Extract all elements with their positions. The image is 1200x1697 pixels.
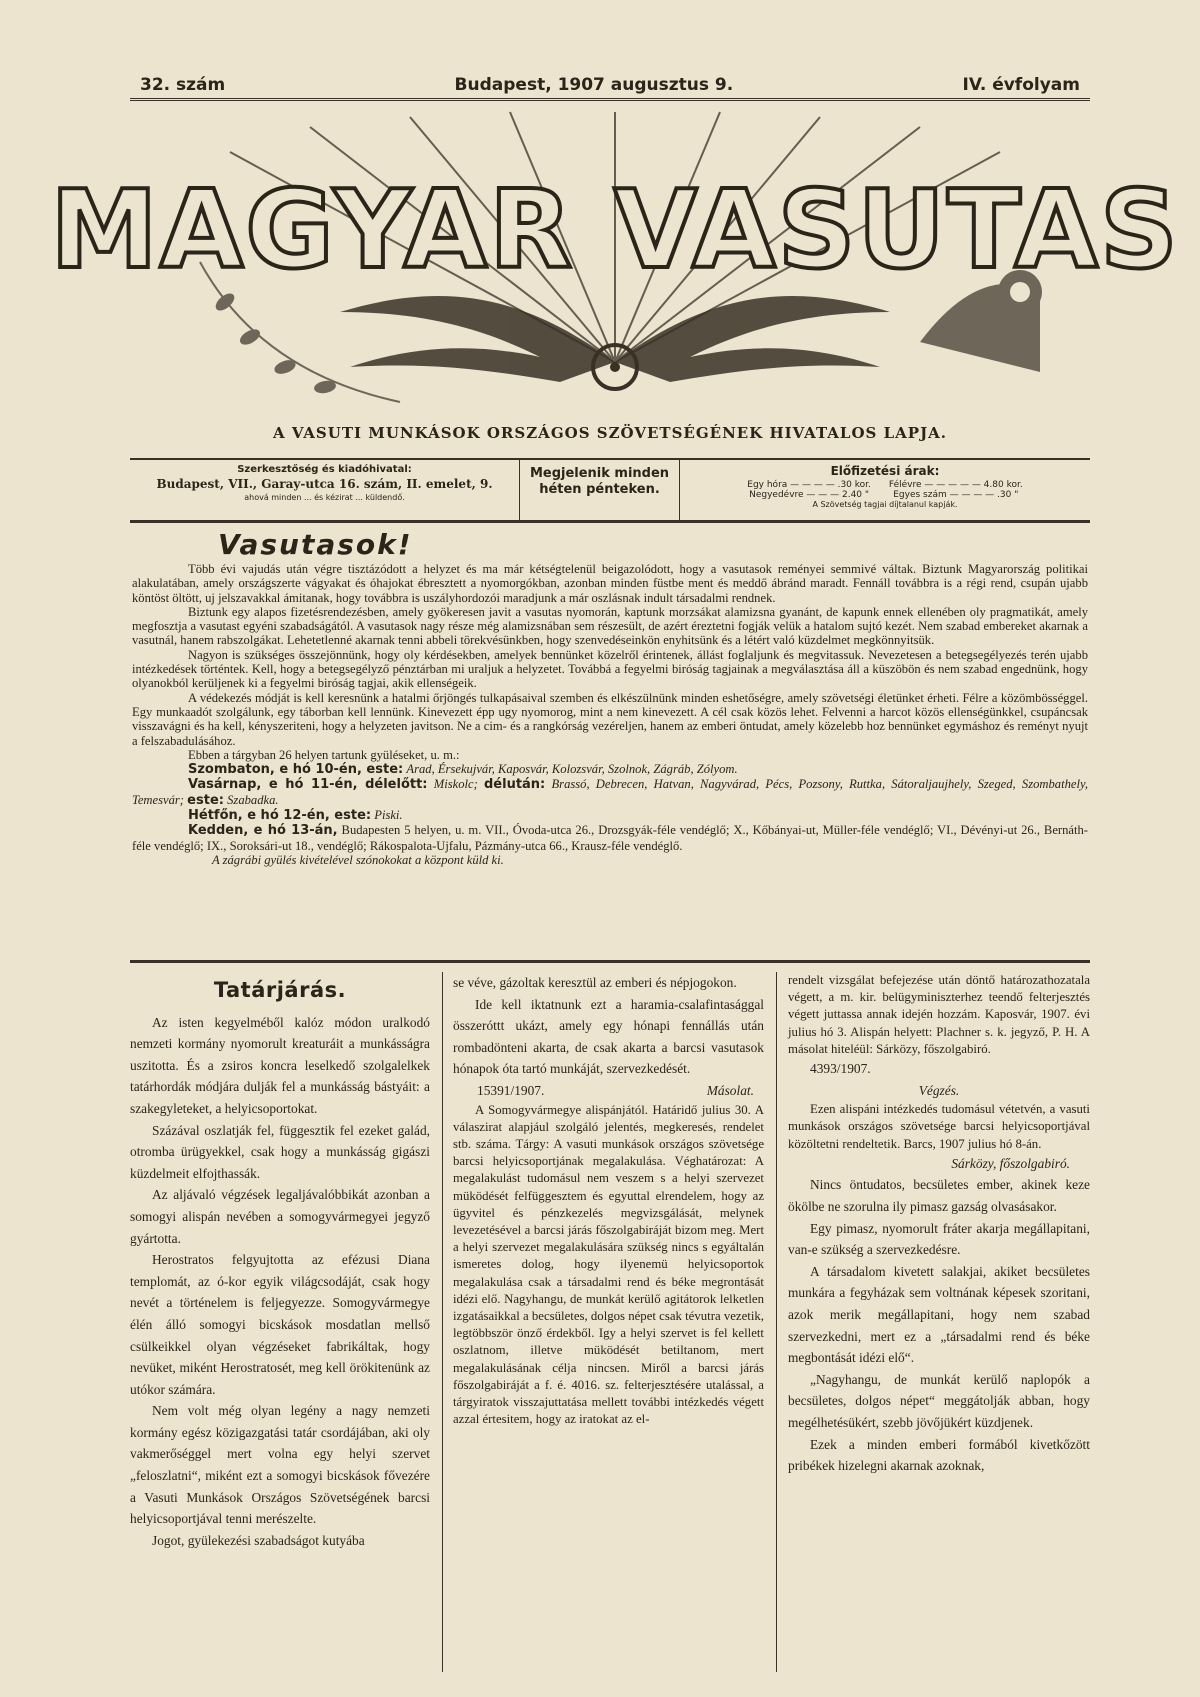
article-paragraph: Nincs öntudatos, becsületes ember, akinek keze ökölbe ne szorulna ily pimasz gazság olvasásakor. bbox=[788, 1177, 1090, 1214]
article-title: Tatárjárás. bbox=[213, 978, 347, 1002]
meeting-tuesday bbox=[132, 823, 1088, 853]
article-paragraph: se véve, gázoltak keresztül az emberi és népjogokon. bbox=[453, 975, 737, 990]
meeting-head: Hétfőn, e hó 12-én, este: bbox=[188, 808, 372, 824]
lead-paragraph: Nagyon is szükséges összejönnünk, hogy oly kérdésekben, amelyek bennünket közelről érintenek, állást foglaljunk és megvitassuk. Nevezetesen a betegsegélyezés terén ujabb intézkedések történtek. Kell, hogy a betegsegélyző pénztárban mi uraljuk a helyzetet. Továbbá a fegyelmi biróság tagjainak a megválasztása áll a küszöbön és nem szabad engednünk, hogy olyanokból kerüljenek ki a fegyelmi biróság tagjai, akik ellenségeik. bbox=[132, 647, 1088, 691]
article-paragraph: Az aljávaló végzések legaljávalóbbikát azonban a somogyi alispán nevében a somogyvármegyei jegyző gyártotta. bbox=[130, 1187, 430, 1246]
publication-info bbox=[130, 458, 1090, 523]
article-paragraph: Nem volt még olyan legény a nagy nemzeti kormány egész közigazgatási tatár csordájában, aki oly vakmerőséggel mert volna egy helyi szervet „feloszlatni“, miként ezt a somogyi bicskások fővezére a Vasuti Munkások Országos Szövetségének barcsi helyicsoportjával tenni merészelte. bbox=[130, 1403, 430, 1527]
article-paragraph: Az isten kegyelméből kalóz módon uralkodó nemzeti kormány nyomorult kreaturáit a munkásságra uszitotta. És a zsiros koncra leselkedő szolgalelkek tatárhordák módjára dulják fel a munkásság bástyáit: a szakegyleteket, a helyicsoportokat. bbox=[130, 1014, 430, 1116]
article-column-1 bbox=[130, 972, 430, 1551]
masthead-subtitle: A VASUTI MUNKÁSOK ORSZÁGOS SZÖVETSÉGÉNEK HIVATALOS LAPJA. bbox=[272, 424, 948, 442]
article-paragraph: Herostratos felgyujtotta az efézusi Diana templomát, az ó-kor egyik világcsodáját, csak hogy nevét a történelem is feljegyezze. Somogyvármegye élén álló somogyi bicskások mosdatlan mellső csülkeikkel olyan végzéseket fabrikáltak, hogy nevüket, miként Herostratosét, meg kell örökitenünk az utókor számára. bbox=[130, 1252, 430, 1397]
article-column-3 bbox=[788, 972, 1090, 1477]
decree-text: Ezen alispáni intézkedés tudomásul vétetvén, a vasuti munkások országos szövetsége barcsi helyicsoportjával közöltetni rendeltetik. Barcs, 1907 julius hó 8-án. bbox=[788, 1102, 1090, 1151]
article-columns bbox=[130, 972, 1090, 1672]
lead-paragraph: Ebben a tárgyban 26 helyen tartunk gyüléseket, u. m.: bbox=[188, 747, 460, 762]
price-quarter: Negyedévre — — — 2.40 " bbox=[749, 490, 870, 500]
lead-article bbox=[132, 562, 1088, 867]
meeting-places: Szabadka. bbox=[227, 792, 279, 807]
article-column-2 bbox=[453, 972, 764, 1428]
article-paragraph: Egy pimasz, nyomorult fráter akarja megállapitani, van-e szükség a szervezkedésre. bbox=[788, 1220, 1090, 1258]
decree-signature: Sárközy, főszolgabiró. bbox=[951, 1155, 1070, 1171]
issue-dateline: Budapest, 1907 augusztus 9. bbox=[454, 75, 734, 95]
publication-schedule: Megjelenik minden héten pénteken. bbox=[520, 460, 680, 520]
meeting-head: Kedden, e hó 13-án, bbox=[188, 823, 338, 839]
issue-volume: IV. évfolyam bbox=[962, 75, 1080, 95]
editorial-office bbox=[130, 460, 520, 520]
issue-number: 32. szám bbox=[140, 75, 226, 95]
meeting-head: este: bbox=[187, 792, 224, 808]
meeting-places: Brassó, Debrecen, Hatvan, Nagyvárad, Pécs, Pozsony, Ruttka, Sátoraljaujhely, Szeged, Szombathely, Temesvár; bbox=[132, 777, 1089, 807]
column-rule bbox=[442, 972, 443, 1672]
subscription-prices bbox=[680, 460, 1090, 520]
prices-label: Előfizetési árak: bbox=[830, 464, 940, 478]
editorial-label: Szerkesztőség és kiadóhivatal: bbox=[237, 464, 412, 475]
meeting-places: Piski. bbox=[374, 808, 403, 823]
article-paragraph: Ide kell iktatnunk ezt a haramia-csalafintasággal összeróttt ukázt, amely egy hónapi fennállás után rombadönteni akarta, de csak akarta a barcsi vasutasok hónapok óta tartó munkáját, szervezkedését. bbox=[453, 996, 764, 1077]
article-paragraph: Jogot, gyülekezési szabadságot kutyába bbox=[152, 1532, 365, 1548]
article-paragraph: Százával oszlatják fel, függesztik fel ezeket galád, otromba ürügyekkel, csak hogy a munkásság gigászi küzdelmeit elfojthassák. bbox=[130, 1122, 430, 1181]
meeting-monday bbox=[132, 808, 1088, 823]
masthead-illustration bbox=[50, 112, 1180, 412]
meeting-sunday bbox=[132, 777, 1088, 808]
meeting-places: Budapesten 5 helyen, u. m. VII., Óvoda-utca 26., Drozsgyák-féle vendéglő; X., Kőbányai-ut, Müller-féle vendéglő; VI., Dévényi-ut 26., Bernáth-féle vendéglő; IX., Soroksári-ut 18., vendéglő; Rákospalota-Ujfalu, Pázmány-utca 66., Krausz-féle vendéglő. bbox=[132, 823, 1088, 853]
lead-paragraph: Több évi vajudás után végre tisztázódott a helyzet és ma már kétségtelenül beigazolódott, hogy a vasutasok reményei semmivé váltak. Biztunk Magyarország politikai alakulatában, amely országszerte vágyakat és óhajokat ébresztett a nyomorgókban, azonban minden füstbe ment és meddő ábránd maradt. Fennáll továbbra is a régi rend, csupán ujabb köntöst öltött, uj jelszavakkal ámitanak, hogy továbbra is uszályhordozói maradjunk a már oszlásnak indult társadalmi rendnek. bbox=[132, 562, 1088, 605]
quoted-decree: A Somogyvármegye alispánjától. Határidő julius 30. A válaszirat alapjául szolgáló jelentés, megkeresés, rendelet stb. száma. Tárgy: A vasuti munkások országos szövetsége barcsi helyicsoportjának megalakulása. Véghatározat: A megalakulást tudomásul nem veszem s a helyi szervezet müködését felfüggesztem és egyuttal elrendelem, hogy az ügyvitel és pénzkezelés megvizsgálását, melynek levezetésével a barcsi járás főszolgabiráját bizom meg. Mert a helyi szervezet megalakulására szükség nincs s egyáltalán ismeretes dolog, hogy ilyenemü helyicsoportok megalakulása csak a társadalmi rend és béke megrontását idézi elő. Nagyhangu, de munkát kerülő agitátorok lelketlen izgatásaikkal a becsületes, dolgos népet csak tévutra vezetik, legtöbbször önző érdekből. Igy a helyi szervet is fel kellett oszlatnom, illetve müködését betiltanom, mert megalakulásának célja nincsen. Miről a barcsi járás főszolgabiráját a f. é. 4016. sz. felterjesztésére utalással, a tárgyiratok visszajuttatása mellett további intézkedés végett azzal értesitem, hogy az iratokat az el- bbox=[453, 1102, 764, 1427]
lead-title: Vasutasok! bbox=[218, 528, 413, 561]
decree-label: Végzés. bbox=[918, 1082, 960, 1098]
price-month: Egy hóra — — — — .30 kor. bbox=[747, 480, 871, 490]
meeting-head: Vasárnap, e hó 11-én, délelőtt: bbox=[188, 777, 428, 793]
masthead bbox=[50, 112, 1180, 412]
lead-paragraph: A védekezés módját is kell keresnünk a hatalmi őrjöngés tulkapásaival szemben és elkészülnünk minden eshetőségre, amely szövetségi életünket érheti. Félre a közömbösséggel. Egy munkaadót szolgálunk, egy táborban kell lennünk. Kinevezett épp ugy nyomorog, mint a nem kinevezett. A cél csak közös lehet. Felvenni a harcot közös ellenségünkkel, csupáncsak visszavágni és ha kell, kényszeriteni, hogy a helyzeten javitson. Ne a cim- és a rangkórság vezéreljen, hanem az emberi öntudat, amely közelebb hoz bennünket egymáshoz és reményt nyujt a felszabadulásához. bbox=[132, 690, 1088, 748]
article-paragraph: „Nagyhangu, de munkát kerülő naplopók a becsületes, dolgos népet“ meggátolják abban, hogy megélhetésükért, szebb jövőjükért küzdjenek. bbox=[788, 1371, 1090, 1430]
lead-note: A zágrábi gyülés kivételével szónokokat a központ küld ki. bbox=[212, 852, 504, 867]
meeting-saturday bbox=[132, 762, 1088, 777]
meeting-places: Arad, Érsekujvár, Kaposvár, Kolozsvár, Szolnok, Zágráb, Zólyom. bbox=[406, 762, 738, 777]
price-single: Egyes szám — — — — .30 " bbox=[893, 490, 1019, 500]
masthead-title: MAGYAR VASUTAS bbox=[50, 168, 1180, 293]
meeting-head: délután: bbox=[483, 777, 546, 793]
quoted-decree-end: rendelt vizsgálat befejezése után döntő határozathozatala végett, a m. kir. belügyminiszterhez teendő felterjesztés végett juttassa annak idején hozzám. Kaposvár, 1907. évi julius hó 3. Alispán helyett: Plachner s. k. jegyző, P. H. A másolat hiteléül: Sárközy, főszolgabiró. bbox=[788, 973, 1090, 1056]
editorial-note: ahová minden ... és kézirat ... küldendő. bbox=[244, 493, 405, 502]
reference-label: Másolat. bbox=[706, 1082, 754, 1098]
reference-number: 15391/1907. bbox=[477, 1082, 545, 1098]
editorial-address: Budapest, VII., Garay-utca 16. szám, II. emelet, 9. bbox=[156, 477, 493, 491]
issue-header bbox=[130, 72, 1090, 101]
section-divider bbox=[130, 960, 1090, 963]
column-rule bbox=[776, 972, 777, 1672]
prices-note: A Szövetség tagjai díjtalanul kapják. bbox=[812, 500, 958, 509]
document-reference bbox=[453, 1080, 764, 1102]
meeting-places: Miskolc; bbox=[433, 777, 478, 792]
price-halfyear: Félévre — — — — — 4.80 kor. bbox=[888, 480, 1023, 490]
decree-number: 4393/1907. bbox=[810, 1061, 871, 1077]
article-paragraph: Ezek a minden emberi formából kivetkőzött pribékek hizelegni akarnak azoknak, bbox=[788, 1436, 1090, 1474]
lead-paragraph: Biztunk egy alapos fizetésrendezésben, amely gyökeresen javit a vasutas nyomorán, kaptunk morzsákat alamizsna gyanánt, de kapunk ennek ellenében oly pragmatikát, amely megfosztja a vasutast egyéni szabadságától. A vasutasok nagy része még alamizsnában sem részesült, de azért éreztetni fogják velük a hatalom sujtó kezét. Nem szabad embereket akarnak a vasutnál, hanem rabszolgákat. Lehetetlenné akarnak tenni abbeli törekvésünkben, hogy szenvedéseinkön enyhitsünk és a létért való küzdelmet megkönnyitsük. bbox=[132, 604, 1088, 648]
meeting-head: Szombaton, e hó 10-én, este: bbox=[188, 762, 404, 778]
article-paragraph: A társadalom kivetett salakjai, akiket becsületes munkára a fegyházak sem voltnának képesek szoritani, azok merik megállapitani, hogy nem szabad szervezkedni, mert ez a „társadalmi rend és béke megbontását idézi elő“. bbox=[788, 1263, 1090, 1366]
